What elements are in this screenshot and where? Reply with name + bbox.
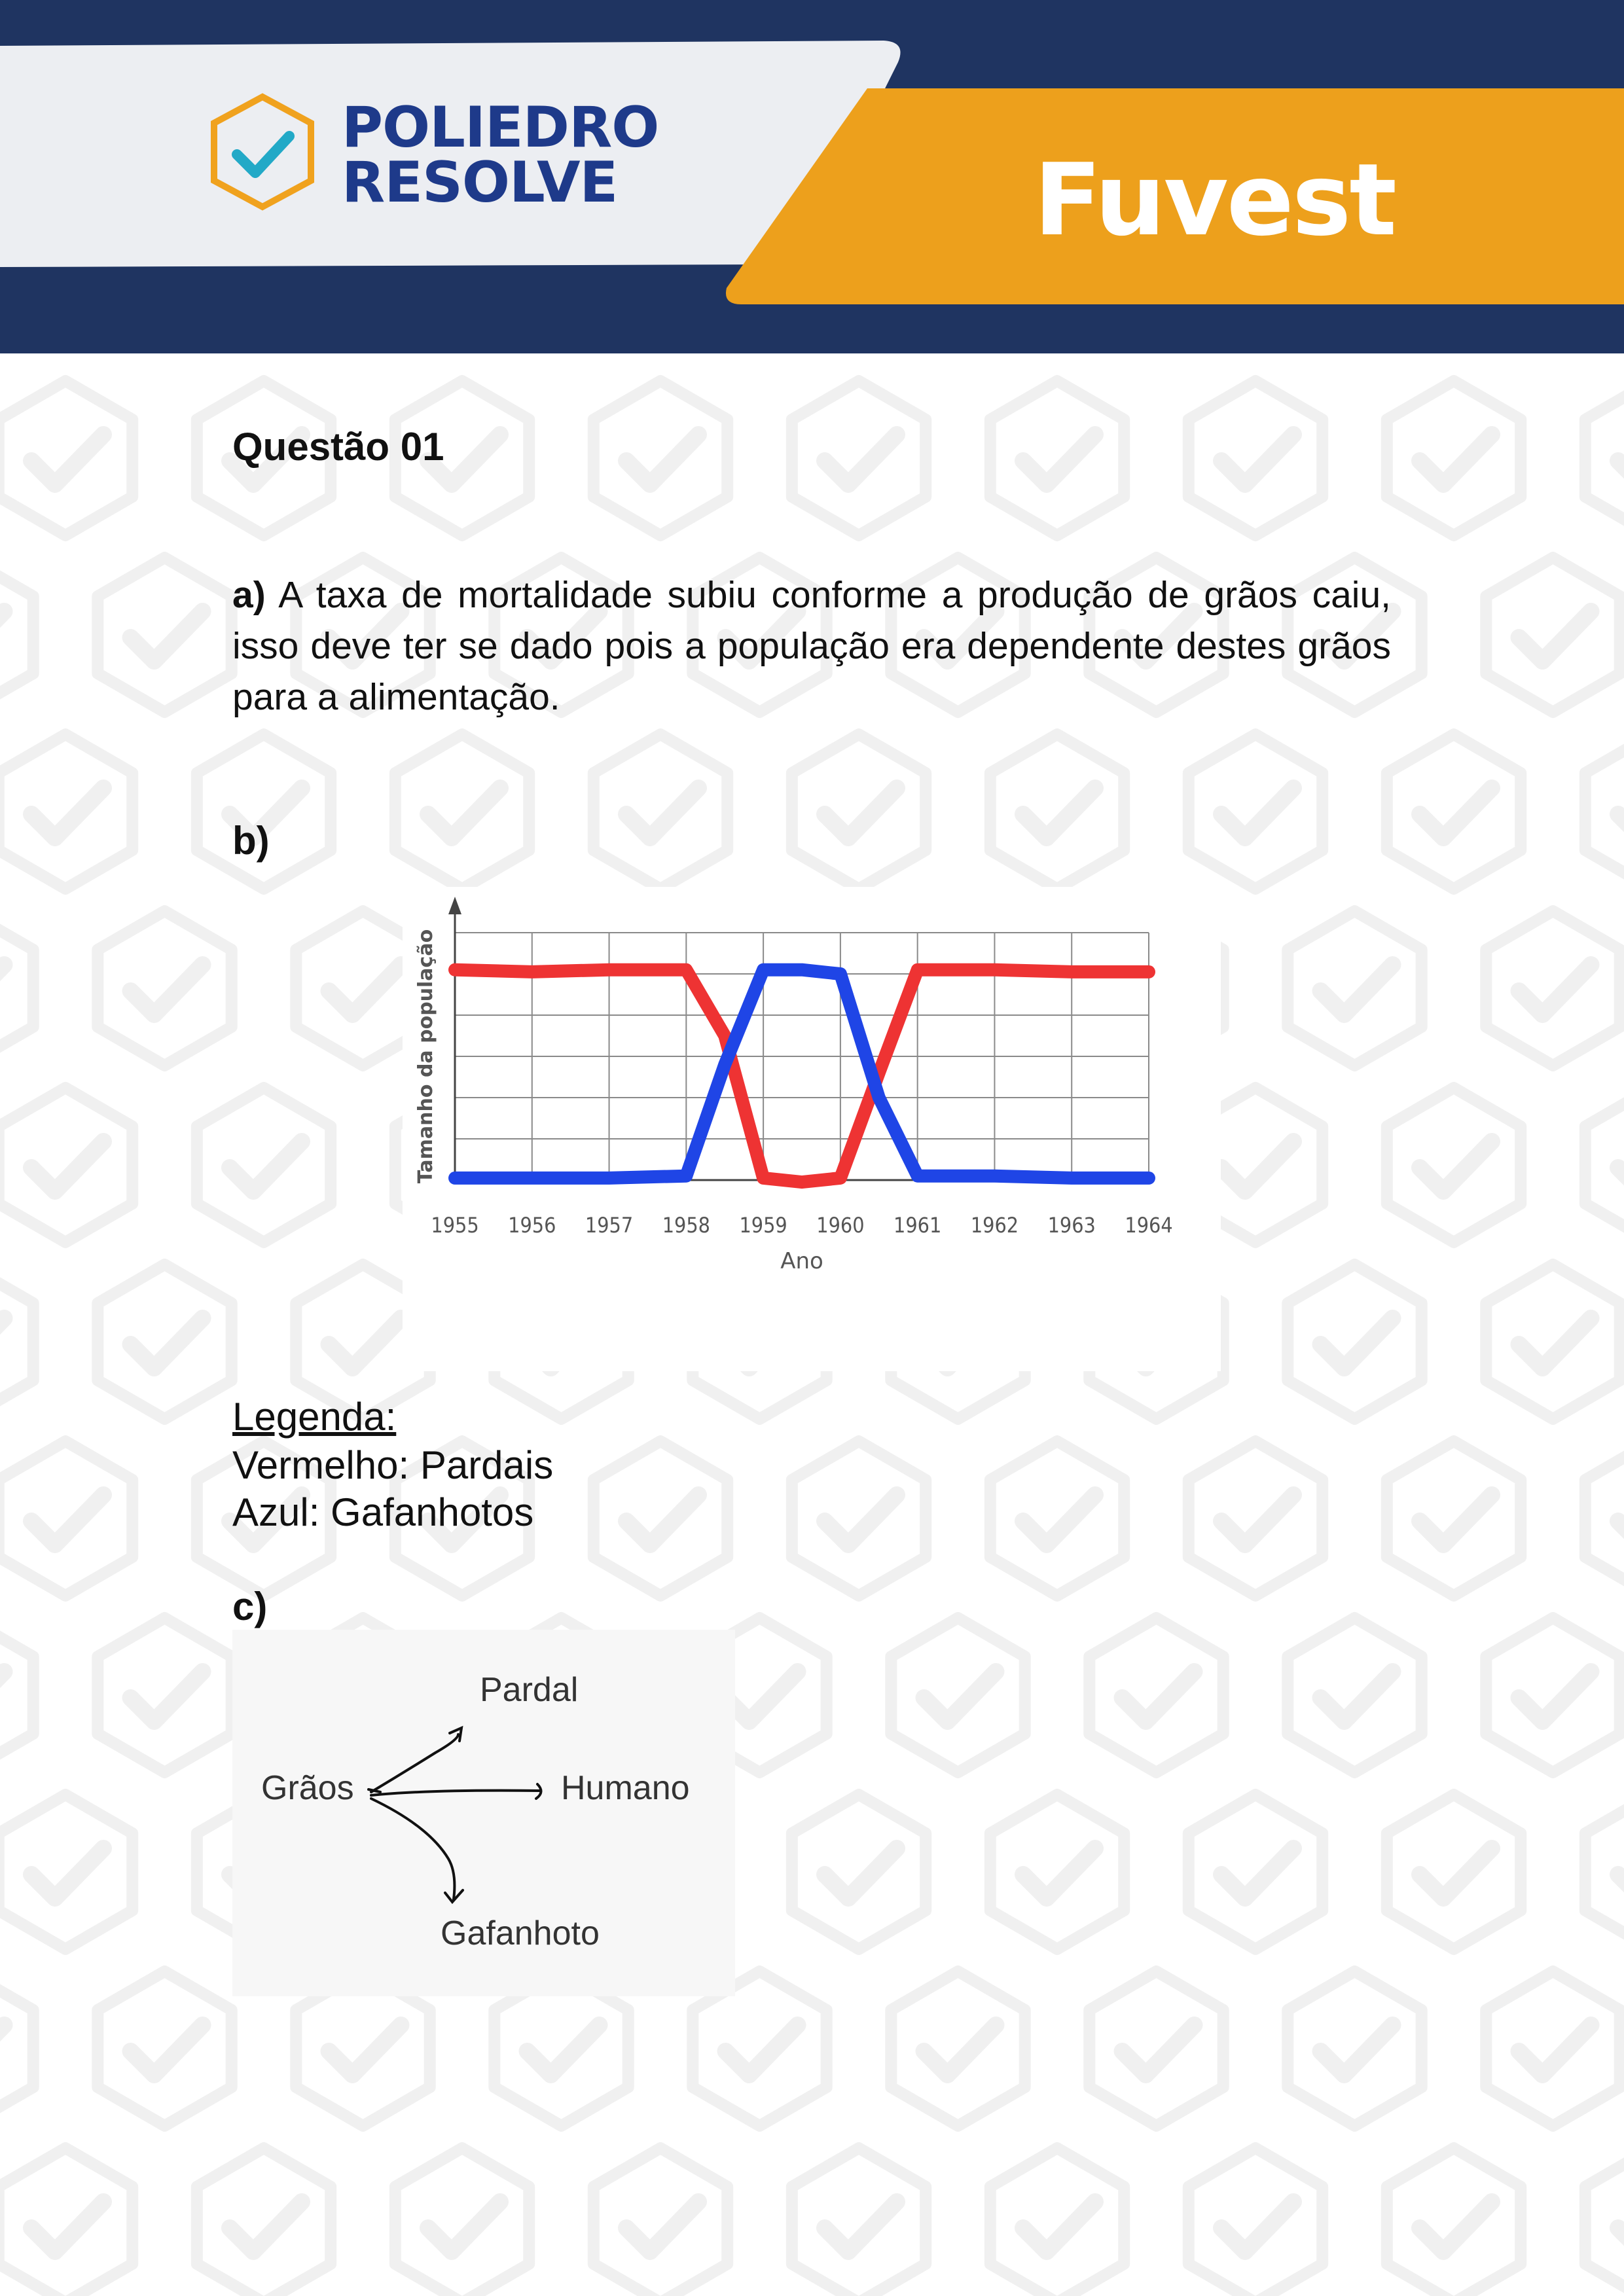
pattern-hexagon-check-icon xyxy=(990,1795,1124,1949)
pattern-hexagon-check-icon xyxy=(0,911,33,1066)
x-tick-label: 1959 xyxy=(739,1213,787,1238)
series-red-line xyxy=(455,970,1149,1182)
legend-title: Legenda: xyxy=(232,1395,397,1439)
node-graos: Grãos xyxy=(261,1769,354,1807)
x-tick-label: 1957 xyxy=(585,1213,634,1238)
pattern-hexagon-check-icon xyxy=(1288,1618,1421,1772)
pattern-hexagon-check-icon xyxy=(197,2148,331,2296)
pattern-hexagon-check-icon xyxy=(792,1795,926,1949)
pattern-hexagon-check-icon xyxy=(990,381,1124,535)
pattern-hexagon-check-icon xyxy=(1585,1441,1624,1596)
pattern-hexagon-check-icon xyxy=(1387,734,1521,889)
pattern-hexagon-check-icon xyxy=(594,381,727,535)
pattern-hexagon-check-icon xyxy=(1486,911,1619,1066)
arrow-graos-to-humano xyxy=(371,1791,540,1795)
pattern-hexagon-check-icon xyxy=(0,381,132,535)
pattern-hexagon-check-icon xyxy=(197,1088,331,1242)
pattern-hexagon-check-icon xyxy=(1387,1795,1521,1949)
pattern-hexagon-check-icon xyxy=(1585,381,1624,535)
x-tick-label: 1956 xyxy=(508,1213,556,1238)
x-axis-label: Ano xyxy=(780,1248,823,1274)
part-a-label: a) xyxy=(232,574,266,616)
pattern-hexagon-check-icon xyxy=(0,1441,132,1596)
part-a-answer xyxy=(232,569,1391,723)
pattern-hexagon-check-icon xyxy=(990,734,1124,889)
pattern-hexagon-check-icon xyxy=(1189,734,1322,889)
pattern-hexagon-check-icon xyxy=(990,1441,1124,1596)
x-tick-label: 1964 xyxy=(1125,1213,1173,1238)
pattern-hexagon-check-icon xyxy=(792,734,926,889)
x-tick-label: 1963 xyxy=(1047,1213,1096,1238)
pattern-hexagon-check-icon xyxy=(1387,381,1521,535)
pattern-hexagon-check-icon xyxy=(1089,1618,1223,1772)
pattern-hexagon-check-icon xyxy=(792,2148,926,2296)
pattern-hexagon-check-icon xyxy=(1288,911,1421,1066)
pattern-hexagon-check-icon xyxy=(98,1971,231,2126)
part-a-text: A taxa de mortalidade subiu conforme a produção de grãos caiu, isso deve ter se dado pois a população era dependente destes grãos para a alimentação. xyxy=(232,574,1391,718)
pattern-hexagon-check-icon xyxy=(1189,2148,1322,2296)
pattern-hexagon-check-icon xyxy=(0,1971,33,2126)
pattern-hexagon-check-icon xyxy=(98,1265,231,1419)
pattern-hexagon-check-icon xyxy=(891,1618,1024,1772)
pattern-hexagon-check-icon xyxy=(792,1441,926,1596)
pattern-hexagon-check-icon xyxy=(0,2148,132,2296)
pattern-hexagon-check-icon xyxy=(395,2148,529,2296)
node-pardal: Pardal xyxy=(480,1671,579,1709)
pattern-hexagon-check-icon xyxy=(1387,1441,1521,1596)
pattern-hexagon-check-icon xyxy=(98,911,231,1066)
node-humano: Humano xyxy=(561,1769,690,1807)
pattern-hexagon-check-icon xyxy=(1189,1441,1322,1596)
food-web-diagram xyxy=(232,1630,735,1996)
x-tick-label: 1960 xyxy=(816,1213,865,1238)
pattern-hexagon-check-icon xyxy=(1585,2148,1624,2296)
node-gafanhoto: Gafanhoto xyxy=(441,1914,600,1952)
pattern-hexagon-check-icon xyxy=(1486,1971,1619,2126)
pattern-hexagon-check-icon xyxy=(0,1265,33,1419)
population-line-chart xyxy=(403,887,1221,1371)
pattern-hexagon-check-icon xyxy=(792,381,926,535)
brand-name-line1: POLIEDRO xyxy=(342,95,659,160)
pattern-hexagon-check-icon xyxy=(0,734,132,889)
legend-blue-entry: Azul: Gafanhotos xyxy=(232,1490,534,1534)
pattern-hexagon-check-icon xyxy=(0,558,33,712)
pattern-hexagon-check-icon xyxy=(891,1971,1024,2126)
pattern-hexagon-check-icon xyxy=(1387,1088,1521,1242)
pattern-hexagon-check-icon xyxy=(1585,734,1624,889)
arrow-graos-to-gafanhoto xyxy=(371,1799,454,1899)
pattern-hexagon-check-icon xyxy=(0,1618,33,1772)
series-blue-line xyxy=(455,970,1149,1178)
pattern-hexagon-check-icon xyxy=(990,2148,1124,2296)
pattern-hexagon-check-icon xyxy=(1189,1795,1322,1949)
brand-name-line2: RESOLVE xyxy=(342,150,618,215)
pattern-hexagon-check-icon xyxy=(1089,1971,1223,2126)
x-tick-label: 1962 xyxy=(970,1213,1019,1238)
arrow-graos-to-pardal xyxy=(371,1734,458,1792)
header-banner xyxy=(0,0,1624,353)
pattern-hexagon-check-icon xyxy=(1486,558,1619,712)
pattern-hexagon-check-icon xyxy=(1486,1618,1619,1772)
pattern-hexagon-check-icon xyxy=(98,1618,231,1772)
x-tick-label: 1958 xyxy=(662,1213,710,1238)
question-title: Questão 01 xyxy=(232,425,444,469)
pattern-hexagon-check-icon xyxy=(0,1795,132,1949)
hexagon-check-icon xyxy=(207,93,318,211)
part-b-label: b) xyxy=(232,819,270,863)
pattern-hexagon-check-icon xyxy=(395,734,529,889)
pattern-hexagon-check-icon xyxy=(1288,1265,1421,1419)
part-c-label: c) xyxy=(232,1585,268,1628)
pattern-hexagon-check-icon xyxy=(197,734,331,889)
pattern-hexagon-check-icon xyxy=(1486,1265,1619,1419)
legend-red-entry: Vermelho: Pardais xyxy=(232,1443,554,1487)
y-axis-label: Tamanho da população xyxy=(414,929,437,1184)
pattern-hexagon-check-icon xyxy=(1288,1971,1421,2126)
pattern-hexagon-check-icon xyxy=(1585,1795,1624,1949)
pattern-hexagon-check-icon xyxy=(594,2148,727,2296)
population-chart xyxy=(403,887,1221,1371)
pattern-hexagon-check-icon xyxy=(594,734,727,889)
exam-title: Fuvest xyxy=(1034,142,1395,258)
pattern-hexagon-check-icon xyxy=(98,558,231,712)
x-tick-label: 1955 xyxy=(431,1213,479,1238)
y-axis-arrow xyxy=(448,897,461,914)
x-tick-label: 1961 xyxy=(893,1213,942,1238)
pattern-hexagon-check-icon xyxy=(1585,1088,1624,1242)
pattern-hexagon-check-icon xyxy=(1387,2148,1521,2296)
pattern-hexagon-check-icon xyxy=(594,1441,727,1596)
pattern-hexagon-check-icon xyxy=(1189,381,1322,535)
pattern-hexagon-check-icon xyxy=(0,1088,132,1242)
